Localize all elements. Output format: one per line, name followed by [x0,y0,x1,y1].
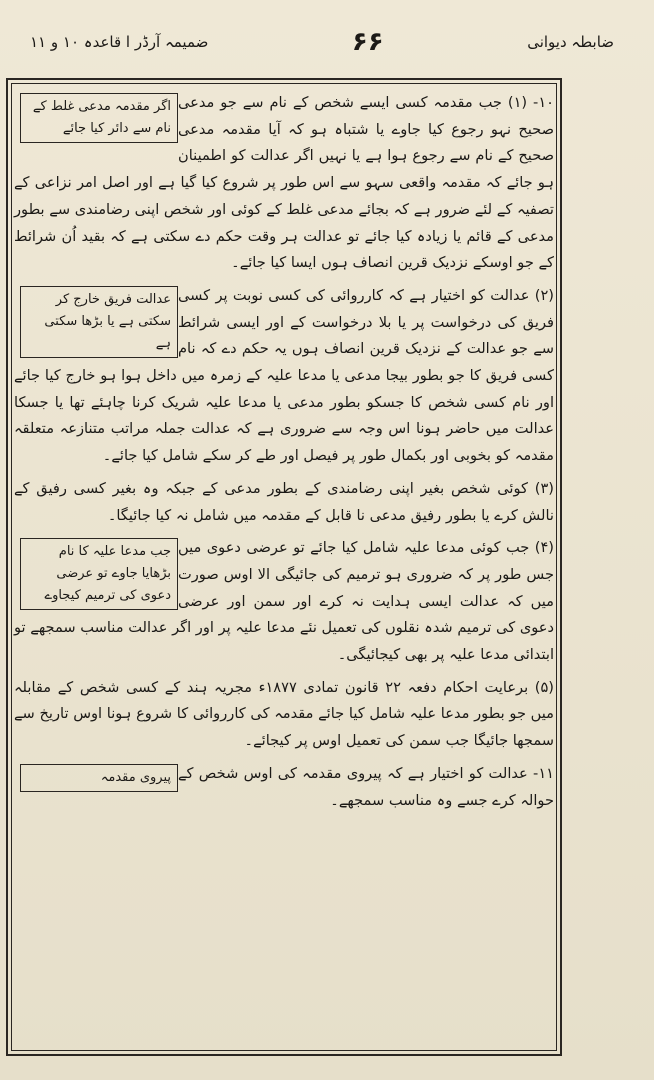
margin-note-6: پیروی مقدمہ [20,764,178,792]
margin-note-1: اگر مقدمہ مدعی غلط کے نام سے دائر کیا جائے [20,93,178,143]
page-header [30,22,614,62]
paragraph-1 [14,90,554,277]
document-body [14,90,554,820]
paragraph-text-4: (۴) جب کوئی مدعا علیہ شامل کیا جائے تو عرضی دعوی میں جس طور پر کہ ضروری ہو ترمیم کی جائیگی الا اوس صورت میں کہ عدالت ایسی ہدایت نہ کرے اور سمن اور عرضی دعوی کی ترمیم شدہ نقلوں کی تعمیل نئے مدعا علیہ پر اور اگر عدالت مناسب سمجھے تو ابتدائی مدعا علیہ پر بھی کیجائیگی۔ [14,539,554,664]
book-title: ضابطہ دیوانی [527,33,614,51]
margin-note-2: عدالت فریق خارج کر سکتی ہے یا بڑھا سکتی ہے [20,286,178,358]
paragraph-text-3: (۳) کوئی شخص بغیر اپنی رضامندی کے بطور مدعی کے جبکہ وہ بغیر کسی رفیق کے نالش کرے یا بطور رفیق مدعی نا قابل کے مقدمہ میں شامل نہ کیا جائیگا۔ [14,479,554,524]
paragraph-6 [14,761,554,814]
section-reference: ضمیمہ آرڈر ا قاعدہ ۱۰ و ۱۱ [30,33,209,51]
paragraph-text-1: ۱۰- (۱) جب مقدمہ کسی ایسے شخص کے نام سے جو مدعی صحیح نہو رجوع کیا جاوے یا شتباہ ہو کہ آیا مقدمہ مدعی صحیح کے نام سے رجوع ہوا ہے یا نہیں اگر عدالت کو اطمینان ہو جائے کہ مقدمہ واقعی سہو سے اس طور پر شروع کیا گیا ہے اور اصل امر نزاعی کے تصفیہ کے لئے ضرور ہے کہ بجائے مدعی غلط کے کوئی اور شخص اپنی رضامندی سے بطور مدعی کے قائم یا زیادہ کیا جائے تو عدالت ہر وقت حکم دے سکتی ہے کہ بقید اُن شرائط کے جو اوسکے نزدیک قرین انصاف ہوں ایسا کیا جائے۔ [14,94,554,272]
paragraph-2 [14,283,554,470]
paragraph-text-6: ۱۱- عدالت کو اختیار ہے کہ پیروی مقدمہ کی اوس شخص کے حوالہ کرے جسے وہ مناسب سمجھے۔ [178,764,554,809]
paragraph-3 [14,476,554,529]
paragraph-4 [14,535,554,669]
paragraph-text-2: (۲) عدالت کو اختیار ہے کہ کارروائی کی کسی نوبت پر کسی فریق کی درخواست پر یا بلا درخواست کے اور ایسی شرائط سے جو عدالت کے نزدیک قرین انصاف ہوں یہ حکم دے کہ نام کسی فریق کا جو بطور بیجا مدعی یا مدعا علیہ کے زمرہ میں داخل ہوا ہو خارج کیا جائے اور نام کسی شخص کا جسکو بطور مدعی یا مدعا علیہ شریک کرنا چاہئے تھا یا جسکا عدالت میں حاضر ہونا اس وجہ سے ضروری ہے کہ عدالت جملہ مراتب متنازعہ متعلقہ مقدمہ کو بخوبی اور بکمال طور پر فیصل اور طے کر سکے شامل کیا جائے۔ [14,286,554,465]
margin-note-4: جب مدعا علیہ کا نام بڑھایا جاوے تو عرضی دعوی کی ترمیم کیجاوے [20,538,178,610]
paragraph-text-5: (۵) برعایت احکام دفعہ ۲۲ قانون تمادی ۱۸۷۷ء مجریہ ہند کے کسی شخص کے مقابلہ میں جو بطور مدعا علیہ شامل کیا جائے مقدمہ کی کارروائی کا شروع ہونا اوس تاریخ سے سمجھا جائیگا جب سمن کی تعمیل اوس پر کیجائے۔ [14,678,554,750]
page-number: ۶۶ [351,27,384,57]
paragraph-5 [14,675,554,755]
